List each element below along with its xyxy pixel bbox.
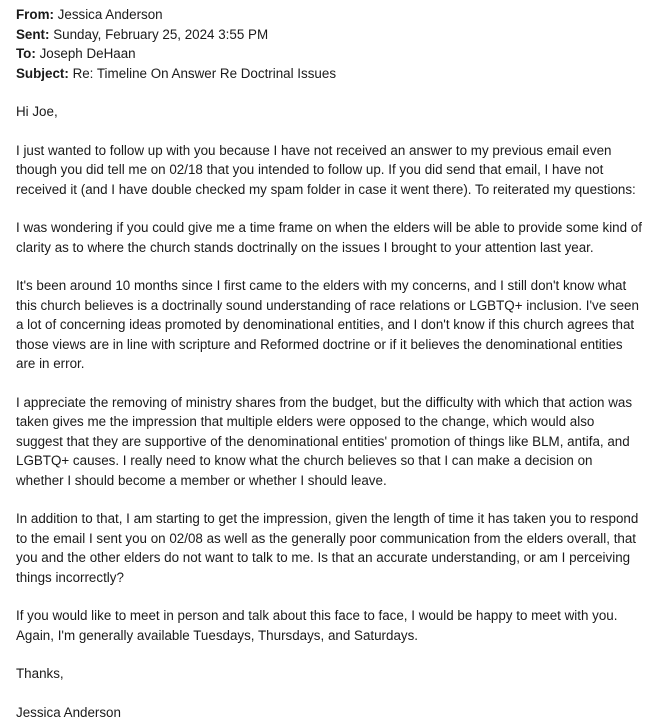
sent-value: Sunday, February 25, 2024 3:55 PM [53, 27, 268, 42]
body-paragraph: If you would like to meet in person and talk about this face to face, I would be happy to meet with you. Again, I'm generally available Tuesdays, Thursdays, and Saturdays. [16, 606, 643, 645]
sent-label: Sent: [16, 27, 49, 42]
from-line [16, 5, 643, 25]
body-paragraph: I just wanted to follow up with you because I have not received an answer to my previous email even though you did tell me on 02/18 that you intended to follow up. If you did send that email, I have not received it (and I have double checked my spam folder in case it went there). To reiterated my questions: [16, 141, 643, 200]
signature: Jessica Anderson [16, 703, 643, 722]
body-paragraph: I was wondering if you could give me a time frame on when the elders will be able to provide some kind of clarity as to where the church stands doctrinally on the issues I brought to your attention last year. [16, 218, 643, 257]
body-paragraph: It's been around 10 months since I first came to the elders with my concerns, and I still don't know what this church believes is a doctrinally sound understanding of race relations or LGBTQ+ inclusion. I've seen a lot of concerning ideas promoted by denominational entities, and I don't know if this church agrees that those views are in line with scripture and Reformed doctrine or if it believes the denominational entities are in error. [16, 276, 643, 374]
to-label: To: [16, 46, 36, 61]
body-paragraph: In addition to that, I am starting to get the impression, given the length of time it has taken you to respond to the email I sent you on 02/08 as well as the generally poor communication from the elders overall, that you and the other elders do not want to talk to me. Is that an accurate understanding, or am I perceiving things incorrectly? [16, 509, 643, 587]
subject-label: Subject: [16, 66, 69, 81]
subject-line [16, 64, 643, 84]
email-header [16, 5, 643, 83]
body-paragraph: I appreciate the removing of ministry shares from the budget, but the difficulty with which that action was taken gives me the impression that multiple elders were opposed to the change, which would also suggest that they are supportive of the denominational entities' promotion of things like BLM, antifa, and LGBTQ+ causes. I really need to know what the church believes so that I can make a decision on whether I should become a member or whether I should leave. [16, 393, 643, 491]
from-label: From: [16, 7, 54, 22]
sent-line [16, 25, 643, 45]
greeting: Hi Joe, [16, 102, 643, 122]
closing: Thanks, [16, 664, 643, 684]
to-value: Joseph DeHaan [40, 46, 136, 61]
to-line [16, 44, 643, 64]
from-value: Jessica Anderson [58, 7, 163, 22]
subject-value: Re: Timeline On Answer Re Doctrinal Issues [73, 66, 336, 81]
